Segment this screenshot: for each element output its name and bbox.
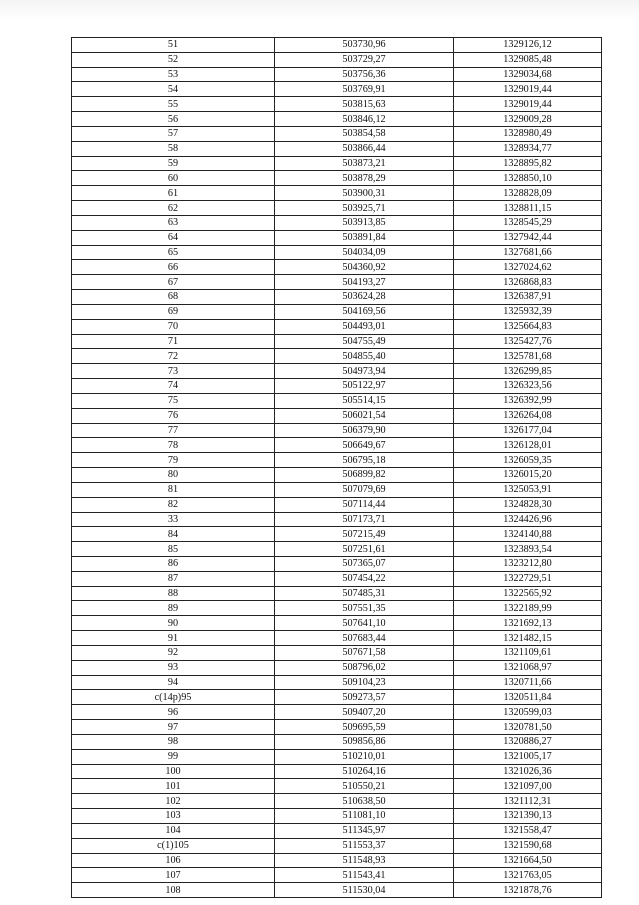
point-number-cell: 81 bbox=[72, 482, 275, 497]
y-coordinate-cell: 1323212,80 bbox=[454, 556, 602, 571]
y-coordinate-cell: 1328545,29 bbox=[454, 215, 602, 230]
y-coordinate-cell: 1329019,44 bbox=[454, 82, 602, 97]
point-number-cell: 33 bbox=[72, 512, 275, 527]
x-coordinate-cell: 503913,85 bbox=[275, 215, 454, 230]
table-row bbox=[72, 734, 602, 749]
y-coordinate-cell: 1328980,49 bbox=[454, 126, 602, 141]
x-coordinate-cell: 506021,54 bbox=[275, 408, 454, 423]
point-number-cell: 101 bbox=[72, 779, 275, 794]
table-row bbox=[72, 364, 602, 379]
point-number-cell: 52 bbox=[72, 52, 275, 67]
y-coordinate-cell: 1325781,68 bbox=[454, 349, 602, 364]
point-number-cell: 58 bbox=[72, 141, 275, 156]
table-row bbox=[72, 556, 602, 571]
table-row bbox=[72, 408, 602, 423]
point-number-cell: 80 bbox=[72, 468, 275, 483]
y-coordinate-cell: 1321390,13 bbox=[454, 809, 602, 824]
x-coordinate-cell: 507641,10 bbox=[275, 616, 454, 631]
point-number-cell: 55 bbox=[72, 97, 275, 112]
x-coordinate-cell: 504193,27 bbox=[275, 275, 454, 290]
y-coordinate-cell: 1328811,15 bbox=[454, 201, 602, 216]
table-row bbox=[72, 67, 602, 82]
point-number-cell: 62 bbox=[72, 201, 275, 216]
table-row bbox=[72, 675, 602, 690]
table-row bbox=[72, 586, 602, 601]
coordinates-table bbox=[71, 37, 602, 898]
x-coordinate-cell: 504493,01 bbox=[275, 319, 454, 334]
point-number-cell: 65 bbox=[72, 245, 275, 260]
x-coordinate-cell: 503730,96 bbox=[275, 38, 454, 53]
x-coordinate-cell: 503624,28 bbox=[275, 290, 454, 305]
y-coordinate-cell: 1326177,04 bbox=[454, 423, 602, 438]
table-row bbox=[72, 171, 602, 186]
x-coordinate-cell: 509856,86 bbox=[275, 734, 454, 749]
point-number-cell: 92 bbox=[72, 645, 275, 660]
point-number-cell: 103 bbox=[72, 809, 275, 824]
table-row bbox=[72, 631, 602, 646]
point-number-cell: 85 bbox=[72, 542, 275, 557]
table-row bbox=[72, 215, 602, 230]
x-coordinate-cell: 510638,50 bbox=[275, 794, 454, 809]
x-coordinate-cell: 508796,02 bbox=[275, 660, 454, 675]
y-coordinate-cell: 1320886,27 bbox=[454, 734, 602, 749]
y-coordinate-cell: 1326323,56 bbox=[454, 379, 602, 394]
coordinates-table-body bbox=[72, 38, 602, 898]
x-coordinate-cell: 503815,63 bbox=[275, 97, 454, 112]
table-row bbox=[72, 141, 602, 156]
x-coordinate-cell: 504360,92 bbox=[275, 260, 454, 275]
y-coordinate-cell: 1324140,88 bbox=[454, 527, 602, 542]
table-row bbox=[72, 749, 602, 764]
x-coordinate-cell: 511548,93 bbox=[275, 853, 454, 868]
point-number-cell: 78 bbox=[72, 438, 275, 453]
table-row bbox=[72, 334, 602, 349]
x-coordinate-cell: 510550,21 bbox=[275, 779, 454, 794]
table-row bbox=[72, 82, 602, 97]
table-row bbox=[72, 260, 602, 275]
y-coordinate-cell: 1321482,15 bbox=[454, 631, 602, 646]
y-coordinate-cell: 1321558,47 bbox=[454, 823, 602, 838]
point-number-cell: 93 bbox=[72, 660, 275, 675]
point-number-cell: 75 bbox=[72, 393, 275, 408]
y-coordinate-cell: 1321005,17 bbox=[454, 749, 602, 764]
point-number-cell: 100 bbox=[72, 764, 275, 779]
table-row bbox=[72, 571, 602, 586]
x-coordinate-cell: 503854,58 bbox=[275, 126, 454, 141]
y-coordinate-cell: 1326868,83 bbox=[454, 275, 602, 290]
point-number-cell: 107 bbox=[72, 868, 275, 883]
point-number-cell: 96 bbox=[72, 705, 275, 720]
y-coordinate-cell: 1325664,83 bbox=[454, 319, 602, 334]
y-coordinate-cell: 1321112,31 bbox=[454, 794, 602, 809]
y-coordinate-cell: 1328850,10 bbox=[454, 171, 602, 186]
y-coordinate-cell: 1321763,05 bbox=[454, 868, 602, 883]
x-coordinate-cell: 506795,18 bbox=[275, 453, 454, 468]
point-number-cell: 76 bbox=[72, 408, 275, 423]
y-coordinate-cell: 1326128,01 bbox=[454, 438, 602, 453]
y-coordinate-cell: 1329019,44 bbox=[454, 97, 602, 112]
point-number-cell: 67 bbox=[72, 275, 275, 290]
point-number-cell: 88 bbox=[72, 586, 275, 601]
point-number-cell: 51 bbox=[72, 38, 275, 53]
point-number-cell: 98 bbox=[72, 734, 275, 749]
y-coordinate-cell: 1328934,77 bbox=[454, 141, 602, 156]
table-row bbox=[72, 838, 602, 853]
table-row bbox=[72, 645, 602, 660]
point-number-cell: 90 bbox=[72, 616, 275, 631]
table-row bbox=[72, 304, 602, 319]
y-coordinate-cell: 1322729,51 bbox=[454, 571, 602, 586]
table-row bbox=[72, 38, 602, 53]
point-number-cell: 57 bbox=[72, 126, 275, 141]
point-number-cell: 91 bbox=[72, 631, 275, 646]
point-number-cell: 87 bbox=[72, 571, 275, 586]
point-number-cell: 73 bbox=[72, 364, 275, 379]
y-coordinate-cell: 1326015,20 bbox=[454, 468, 602, 483]
y-coordinate-cell: 1322565,92 bbox=[454, 586, 602, 601]
point-number-cell: 97 bbox=[72, 720, 275, 735]
y-coordinate-cell: 1322189,99 bbox=[454, 601, 602, 616]
x-coordinate-cell: 511345,97 bbox=[275, 823, 454, 838]
x-coordinate-cell: 504034,09 bbox=[275, 245, 454, 260]
x-coordinate-cell: 511553,37 bbox=[275, 838, 454, 853]
table-row bbox=[72, 764, 602, 779]
table-row bbox=[72, 809, 602, 824]
point-number-cell: 71 bbox=[72, 334, 275, 349]
x-coordinate-cell: 504169,56 bbox=[275, 304, 454, 319]
y-coordinate-cell: 1327024,62 bbox=[454, 260, 602, 275]
y-coordinate-cell: 1321109,61 bbox=[454, 645, 602, 660]
y-coordinate-cell: 1321097,00 bbox=[454, 779, 602, 794]
x-coordinate-cell: 503878,29 bbox=[275, 171, 454, 186]
point-number-cell: 53 bbox=[72, 67, 275, 82]
table-row bbox=[72, 393, 602, 408]
x-coordinate-cell: 504973,94 bbox=[275, 364, 454, 379]
table-row bbox=[72, 660, 602, 675]
table-row bbox=[72, 453, 602, 468]
table-row bbox=[72, 186, 602, 201]
y-coordinate-cell: 1328895,82 bbox=[454, 156, 602, 171]
x-coordinate-cell: 511530,04 bbox=[275, 883, 454, 898]
table-row bbox=[72, 468, 602, 483]
point-number-cell: 63 bbox=[72, 215, 275, 230]
x-coordinate-cell: 505514,15 bbox=[275, 393, 454, 408]
x-coordinate-cell: 507365,07 bbox=[275, 556, 454, 571]
point-number-cell: 70 bbox=[72, 319, 275, 334]
table-row bbox=[72, 156, 602, 171]
y-coordinate-cell: 1321664,50 bbox=[454, 853, 602, 868]
table-row bbox=[72, 497, 602, 512]
table-row bbox=[72, 52, 602, 67]
y-coordinate-cell: 1326299,85 bbox=[454, 364, 602, 379]
x-coordinate-cell: 505122,97 bbox=[275, 379, 454, 394]
point-number-cell: 60 bbox=[72, 171, 275, 186]
table-row bbox=[72, 275, 602, 290]
x-coordinate-cell: 507683,44 bbox=[275, 631, 454, 646]
x-coordinate-cell: 507551,35 bbox=[275, 601, 454, 616]
x-coordinate-cell: 507485,31 bbox=[275, 586, 454, 601]
point-number-cell: 79 bbox=[72, 453, 275, 468]
point-number-cell: 104 bbox=[72, 823, 275, 838]
y-coordinate-cell: 1329126,12 bbox=[454, 38, 602, 53]
x-coordinate-cell: 507671,58 bbox=[275, 645, 454, 660]
y-coordinate-cell: 1321590,68 bbox=[454, 838, 602, 853]
point-number-cell: 99 bbox=[72, 749, 275, 764]
table-row bbox=[72, 601, 602, 616]
y-coordinate-cell: 1326059,35 bbox=[454, 453, 602, 468]
x-coordinate-cell: 510210,01 bbox=[275, 749, 454, 764]
point-number-cell: c(14p)95 bbox=[72, 690, 275, 705]
table-row bbox=[72, 616, 602, 631]
table-row bbox=[72, 201, 602, 216]
point-number-cell: 66 bbox=[72, 260, 275, 275]
y-coordinate-cell: 1325053,91 bbox=[454, 482, 602, 497]
x-coordinate-cell: 510264,16 bbox=[275, 764, 454, 779]
table-row bbox=[72, 112, 602, 127]
table-row bbox=[72, 126, 602, 141]
table-row bbox=[72, 720, 602, 735]
point-number-cell: 61 bbox=[72, 186, 275, 201]
x-coordinate-cell: 503925,71 bbox=[275, 201, 454, 216]
x-coordinate-cell: 503891,84 bbox=[275, 230, 454, 245]
point-number-cell: 77 bbox=[72, 423, 275, 438]
table-row bbox=[72, 853, 602, 868]
table-row bbox=[72, 349, 602, 364]
y-coordinate-cell: 1326264,08 bbox=[454, 408, 602, 423]
table-row bbox=[72, 779, 602, 794]
x-coordinate-cell: 503846,12 bbox=[275, 112, 454, 127]
x-coordinate-cell: 507173,71 bbox=[275, 512, 454, 527]
x-coordinate-cell: 511081,10 bbox=[275, 809, 454, 824]
table-row bbox=[72, 542, 602, 557]
table-row bbox=[72, 690, 602, 705]
y-coordinate-cell: 1321026,36 bbox=[454, 764, 602, 779]
table-row bbox=[72, 245, 602, 260]
point-number-cell: 69 bbox=[72, 304, 275, 319]
x-coordinate-cell: 503900,31 bbox=[275, 186, 454, 201]
point-number-cell: 94 bbox=[72, 675, 275, 690]
table-row bbox=[72, 527, 602, 542]
y-coordinate-cell: 1326392,99 bbox=[454, 393, 602, 408]
point-number-cell: 102 bbox=[72, 794, 275, 809]
table-row bbox=[72, 319, 602, 334]
y-coordinate-cell: 1329034,68 bbox=[454, 67, 602, 82]
y-coordinate-cell: 1325427,76 bbox=[454, 334, 602, 349]
x-coordinate-cell: 506899,82 bbox=[275, 468, 454, 483]
point-number-cell: 106 bbox=[72, 853, 275, 868]
y-coordinate-cell: 1324828,30 bbox=[454, 497, 602, 512]
x-coordinate-cell: 507251,61 bbox=[275, 542, 454, 557]
x-coordinate-cell: 507079,69 bbox=[275, 482, 454, 497]
point-number-cell: 89 bbox=[72, 601, 275, 616]
table-row bbox=[72, 423, 602, 438]
point-number-cell: 54 bbox=[72, 82, 275, 97]
y-coordinate-cell: 1321878,76 bbox=[454, 883, 602, 898]
table-row bbox=[72, 290, 602, 305]
y-coordinate-cell: 1326387,91 bbox=[454, 290, 602, 305]
point-number-cell: 74 bbox=[72, 379, 275, 394]
x-coordinate-cell: 509407,20 bbox=[275, 705, 454, 720]
table-row bbox=[72, 868, 602, 883]
y-coordinate-cell: 1323893,54 bbox=[454, 542, 602, 557]
y-coordinate-cell: 1320711,66 bbox=[454, 675, 602, 690]
y-coordinate-cell: 1328828,09 bbox=[454, 186, 602, 201]
point-number-cell: 108 bbox=[72, 883, 275, 898]
point-number-cell: 86 bbox=[72, 556, 275, 571]
table-row bbox=[72, 883, 602, 898]
table-row bbox=[72, 794, 602, 809]
point-number-cell: 56 bbox=[72, 112, 275, 127]
x-coordinate-cell: 511543,41 bbox=[275, 868, 454, 883]
table-row bbox=[72, 379, 602, 394]
x-coordinate-cell: 506379,90 bbox=[275, 423, 454, 438]
point-number-cell: 68 bbox=[72, 290, 275, 305]
x-coordinate-cell: 507114,44 bbox=[275, 497, 454, 512]
point-number-cell: 59 bbox=[72, 156, 275, 171]
point-number-cell: 64 bbox=[72, 230, 275, 245]
table-row bbox=[72, 230, 602, 245]
x-coordinate-cell: 504855,40 bbox=[275, 349, 454, 364]
x-coordinate-cell: 503729,27 bbox=[275, 52, 454, 67]
x-coordinate-cell: 507454,22 bbox=[275, 571, 454, 586]
y-coordinate-cell: 1329009,28 bbox=[454, 112, 602, 127]
y-coordinate-cell: 1321692,13 bbox=[454, 616, 602, 631]
y-coordinate-cell: 1329085,48 bbox=[454, 52, 602, 67]
x-coordinate-cell: 503769,91 bbox=[275, 82, 454, 97]
point-number-cell: 82 bbox=[72, 497, 275, 512]
point-number-cell: 72 bbox=[72, 349, 275, 364]
x-coordinate-cell: 509695,59 bbox=[275, 720, 454, 735]
y-coordinate-cell: 1320599,03 bbox=[454, 705, 602, 720]
x-coordinate-cell: 503866,44 bbox=[275, 141, 454, 156]
x-coordinate-cell: 503873,21 bbox=[275, 156, 454, 171]
table-row bbox=[72, 512, 602, 527]
x-coordinate-cell: 507215,49 bbox=[275, 527, 454, 542]
table-row bbox=[72, 438, 602, 453]
y-coordinate-cell: 1324426,96 bbox=[454, 512, 602, 527]
table-row bbox=[72, 705, 602, 720]
x-coordinate-cell: 509104,23 bbox=[275, 675, 454, 690]
y-coordinate-cell: 1320511,84 bbox=[454, 690, 602, 705]
x-coordinate-cell: 504755,49 bbox=[275, 334, 454, 349]
x-coordinate-cell: 506649,67 bbox=[275, 438, 454, 453]
y-coordinate-cell: 1325932,39 bbox=[454, 304, 602, 319]
y-coordinate-cell: 1327942,44 bbox=[454, 230, 602, 245]
table-row bbox=[72, 823, 602, 838]
y-coordinate-cell: 1321068,97 bbox=[454, 660, 602, 675]
table-row bbox=[72, 482, 602, 497]
y-coordinate-cell: 1327681,66 bbox=[454, 245, 602, 260]
point-number-cell: 84 bbox=[72, 527, 275, 542]
table-row bbox=[72, 97, 602, 112]
x-coordinate-cell: 509273,57 bbox=[275, 690, 454, 705]
point-number-cell: c(1)105 bbox=[72, 838, 275, 853]
x-coordinate-cell: 503756,36 bbox=[275, 67, 454, 82]
y-coordinate-cell: 1320781,50 bbox=[454, 720, 602, 735]
